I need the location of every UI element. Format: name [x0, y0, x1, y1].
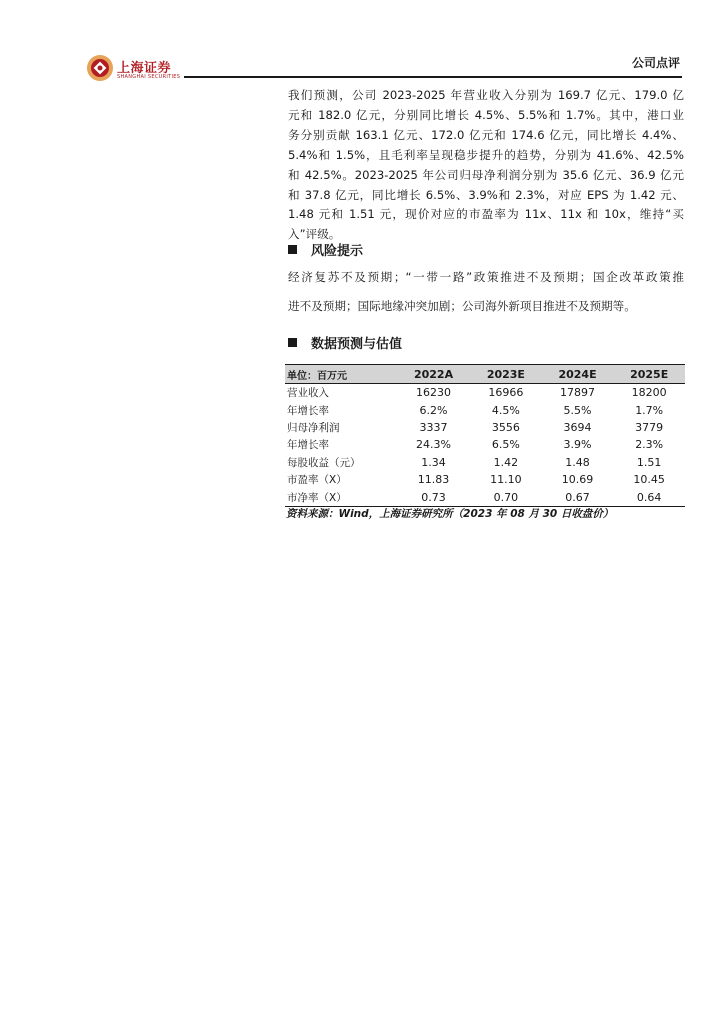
- forecast-section-heading: [288, 333, 402, 352]
- table-header-row: [285, 365, 685, 384]
- forecast-summary-paragraph: [288, 86, 684, 245]
- table-cell: 24.3%: [416, 438, 451, 452]
- paragraph-line: 5.4%和 1.5%，且毛利率呈现稳步提升的趋势，分别为 41.6%、42.5%: [288, 147, 684, 162]
- square-bullet-icon: [288, 338, 297, 347]
- logo-text-en: SHANGHAI SECURITIES: [117, 74, 181, 80]
- row-label: 每股收益（元）: [287, 456, 361, 469]
- risk-line: 进不及预期；国际地缘冲突加剧；公司海外新项目推进不及预期等。: [288, 299, 636, 313]
- table-cell: 1.34: [421, 455, 446, 469]
- row-label: 归母净利润: [287, 421, 340, 434]
- table-cell: 3779: [635, 420, 664, 434]
- row-label: 年增长率: [287, 404, 329, 417]
- table-cell: 0.73: [397, 488, 470, 506]
- table-cell: 0.67: [542, 488, 614, 506]
- company-logo: [86, 54, 186, 84]
- forecast-table: [285, 364, 685, 507]
- table-cell: 5.5%: [563, 403, 592, 417]
- table-row: [285, 471, 685, 488]
- table-cell: 6.5%: [491, 438, 520, 452]
- table-row: [285, 384, 685, 402]
- paragraph-line: 元和 182.0 亿元，分别同比增长 4.5%、5.5%和 1.7%。其中，港口业: [288, 107, 684, 122]
- table-cell: 10.69: [561, 473, 594, 487]
- table-row: [285, 419, 685, 436]
- table-row: [285, 488, 685, 506]
- table-cell: 4.5%: [491, 403, 520, 417]
- table-cell: 6.2%: [419, 403, 448, 417]
- header-divider: [184, 76, 682, 78]
- table-cell: 1.7%: [635, 403, 664, 417]
- paragraph-line: 入”评级。: [288, 227, 341, 242]
- paragraph-line: 和 37.8 亿元，同比增长 6.5%、3.9%和 2.3%，对应 EPS 为 1.42 元、: [288, 187, 684, 202]
- logo-emblem-icon: [86, 54, 114, 82]
- table-cell: 11.10: [490, 473, 522, 487]
- column-header: 2022A: [397, 365, 470, 384]
- table-cell: 0.64: [613, 488, 685, 506]
- table-cell: 3337: [419, 420, 448, 434]
- table-cell: 17897: [560, 386, 596, 400]
- risk-line: 经济复苏不及预期；“一带一路”政策推进不及预期；国企改革政策推: [288, 270, 684, 284]
- table-row: [285, 401, 685, 418]
- square-bullet-icon: [288, 245, 297, 254]
- table-source-note: 资料来源：Wind，上海证券研究所（2023 年 08 月 30 日收盘价）: [286, 508, 614, 520]
- table-cell: 3.9%: [563, 438, 592, 452]
- risk-section-heading: [288, 240, 363, 259]
- paragraph-line: 1.48 元和 1.51 元，现价对应的市盈率为 11x、11x 和 10x，维持“买: [288, 207, 684, 222]
- table-cell: 16966: [488, 386, 524, 400]
- row-label: 年增长率: [287, 439, 329, 452]
- column-header: 2024E: [542, 365, 614, 384]
- column-header: 单位：百万元: [285, 365, 397, 384]
- forecast-heading-text: 数据预测与估值: [311, 337, 403, 352]
- table-cell: 1.51: [636, 455, 662, 469]
- table-cell: 3694: [563, 420, 592, 434]
- column-header: 2025E: [613, 365, 685, 384]
- table-cell: 0.70: [470, 488, 542, 506]
- document-type-label: 公司点评: [631, 56, 680, 70]
- paragraph-line: 和 42.5%。2023-2025 年公司归母净利润分别为 35.6 亿元、36.9 亿元: [288, 167, 684, 182]
- row-label: 市净率（X）: [285, 488, 397, 506]
- table-cell: 1.42: [493, 455, 519, 469]
- column-header: 2023E: [470, 365, 542, 384]
- risk-paragraph: [288, 263, 684, 321]
- logo-text-cn: 上海证券: [117, 61, 172, 76]
- table-cell: 11.83: [417, 473, 450, 487]
- table-cell: 18200: [631, 386, 667, 400]
- table-cell: 16230: [416, 386, 452, 400]
- paragraph-line: 我们预测，公司 2023-2025 年营业收入分别为 169.7 亿元、179.0 亿: [288, 88, 684, 102]
- paragraph-line: 务分别贡献 163.1 亿元、172.0 亿元和 174.6 亿元，同比增长 4.4%、: [288, 127, 684, 142]
- table-cell: 1.48: [565, 455, 590, 469]
- row-label: 营业收入: [287, 387, 329, 400]
- table-row: [285, 454, 685, 471]
- table-cell: 2.3%: [635, 438, 664, 452]
- risk-heading-text: 风险提示: [311, 244, 364, 259]
- table-row: [285, 436, 685, 453]
- table-cell: 10.45: [633, 473, 665, 487]
- row-label: 市盈率（X）: [287, 474, 347, 487]
- table-cell: 3556: [491, 420, 520, 434]
